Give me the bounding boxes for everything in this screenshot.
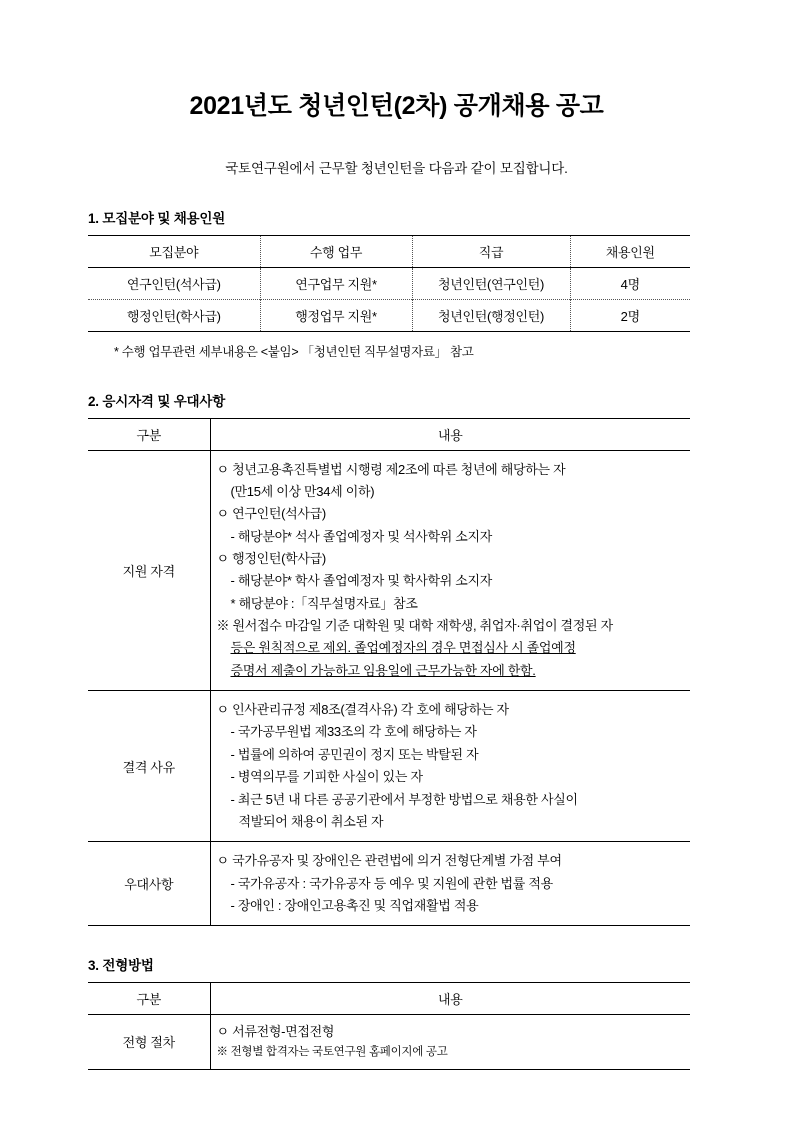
cell-field: 행정인턴(학사급) xyxy=(88,299,260,331)
list-item: ㅇ 청년고용촉진특별법 시행령 제2조에 따른 청년에 해당하는 자 xyxy=(216,461,566,477)
section-1-heading: 1. 모집분야 및 채용인원 xyxy=(88,210,226,226)
row-content-procedure xyxy=(210,1015,690,1069)
column-header-content: 내용 xyxy=(210,418,690,450)
column-header-field: 모집분야 xyxy=(88,235,260,267)
section-2-heading: 2. 응시자격 및 우대사항 xyxy=(88,393,226,409)
qualification-table xyxy=(88,418,690,927)
table-header-row xyxy=(88,235,690,267)
list-item: - 국가공무원법 제33조의 각 호에 해당하는 자 xyxy=(230,724,477,740)
cell-rank: 청년인턴(연구인턴) xyxy=(412,267,570,299)
list-item: 증명서 제출이 가능하고 임용일에 근무가능한 자에 한함. xyxy=(230,662,536,678)
list-item: - 장애인 : 장애인고용촉진 및 직업재활법 적용 xyxy=(230,897,479,913)
column-header-headcount: 채용인원 xyxy=(570,235,690,267)
section-3-heading: 3. 전형방법 xyxy=(88,958,154,974)
column-header-category: 구분 xyxy=(88,418,210,450)
list-item: ㅇ 행정인턴(학사급) xyxy=(216,550,326,566)
row-content-preference xyxy=(210,842,690,926)
list-item: 등은 원칙적으로 제외. 졸업예정자의 경우 면접심사 시 졸업예정 xyxy=(230,640,576,656)
table-row xyxy=(88,267,690,299)
list-item: - 법률에 의하여 공민권이 정지 또는 박탈된 자 xyxy=(230,746,479,762)
table-row-procedure xyxy=(88,1015,690,1069)
table-row xyxy=(88,299,690,331)
row-content-disqualification xyxy=(210,691,690,842)
list-item: ㅇ 연구인턴(석사급) xyxy=(216,506,326,522)
table-row-disqualification xyxy=(88,691,690,842)
table-header-row xyxy=(88,418,690,450)
list-item: ※ 원서접수 마감일 기준 대학원 및 대학 재학생, 취업자·취업이 결정된 자 xyxy=(216,618,613,634)
list-item: * 해당분야 :「직무설명자료」참조 xyxy=(230,595,418,611)
cell-duty: 연구업무 지원* xyxy=(260,267,412,299)
table-row-eligibility xyxy=(88,450,690,691)
column-header-content: 내용 xyxy=(210,983,690,1015)
list-item: ㅇ 서류전형-면접전형 xyxy=(216,1024,335,1040)
list-item: ㅇ 인사관리규정 제8조(결격사유) 각 호에 해당하는 자 xyxy=(216,702,509,718)
list-item: - 해당분야* 석사 졸업예정자 및 석사학위 소지자 xyxy=(230,528,493,544)
page-title: 2021년도 청년인턴(2차) 공개채용 공고 xyxy=(189,92,604,120)
section-1-note: * 수행 업무관련 세부내용은 <붙임> 「청년인턴 직무설명자료」 참고 xyxy=(114,344,474,359)
column-header-category: 구분 xyxy=(88,983,210,1015)
cell-headcount: 4명 xyxy=(570,267,690,299)
column-header-duty: 수행 업무 xyxy=(260,235,412,267)
list-item: (만15세 이상 만34세 이하) xyxy=(230,483,375,499)
row-label-preference: 우대사항 xyxy=(88,842,210,926)
column-header-rank: 직급 xyxy=(412,235,570,267)
row-content-eligibility xyxy=(210,450,690,691)
list-item: 적발되어 채용이 취소된 자 xyxy=(238,813,384,829)
cell-field: 연구인턴(석사급) xyxy=(126,276,221,292)
list-item-note: ※ 전형별 합격자는 국토연구원 홈페이지에 공고 xyxy=(216,1046,448,1059)
document-subtitle: 국토연구원에서 근무할 청년인턴을 다음과 같이 모집합니다. xyxy=(225,160,568,176)
list-item: - 해당분야* 학사 졸업예정자 및 학사학위 소지자 xyxy=(230,573,493,589)
list-item: - 최근 5년 내 다른 공공기관에서 부정한 방법으로 채용한 사실이 xyxy=(230,791,578,807)
list-item: - 국가유공자 : 국가유공자 등 예우 및 지원에 관한 법률 적용 xyxy=(230,875,553,891)
selection-method-table xyxy=(88,982,690,1069)
table-header-row xyxy=(88,983,690,1015)
table-row-preference xyxy=(88,842,690,926)
row-label-eligibility: 지원 자격 xyxy=(88,450,210,691)
cell-rank: 청년인턴(행정인턴) xyxy=(412,299,570,331)
list-item: ㅇ 국가유공자 및 장애인은 관련법에 의거 전형단계별 가점 부여 xyxy=(216,853,562,869)
cell-duty: 행정업무 지원* xyxy=(260,299,412,331)
recruitment-table xyxy=(88,235,690,332)
row-label-procedure: 전형 절차 xyxy=(88,1015,210,1069)
row-label-disqualification: 결격 사유 xyxy=(88,691,210,842)
list-item: - 병역의무를 기피한 사실이 있는 자 xyxy=(230,769,423,785)
cell-headcount: 2명 xyxy=(570,299,690,331)
